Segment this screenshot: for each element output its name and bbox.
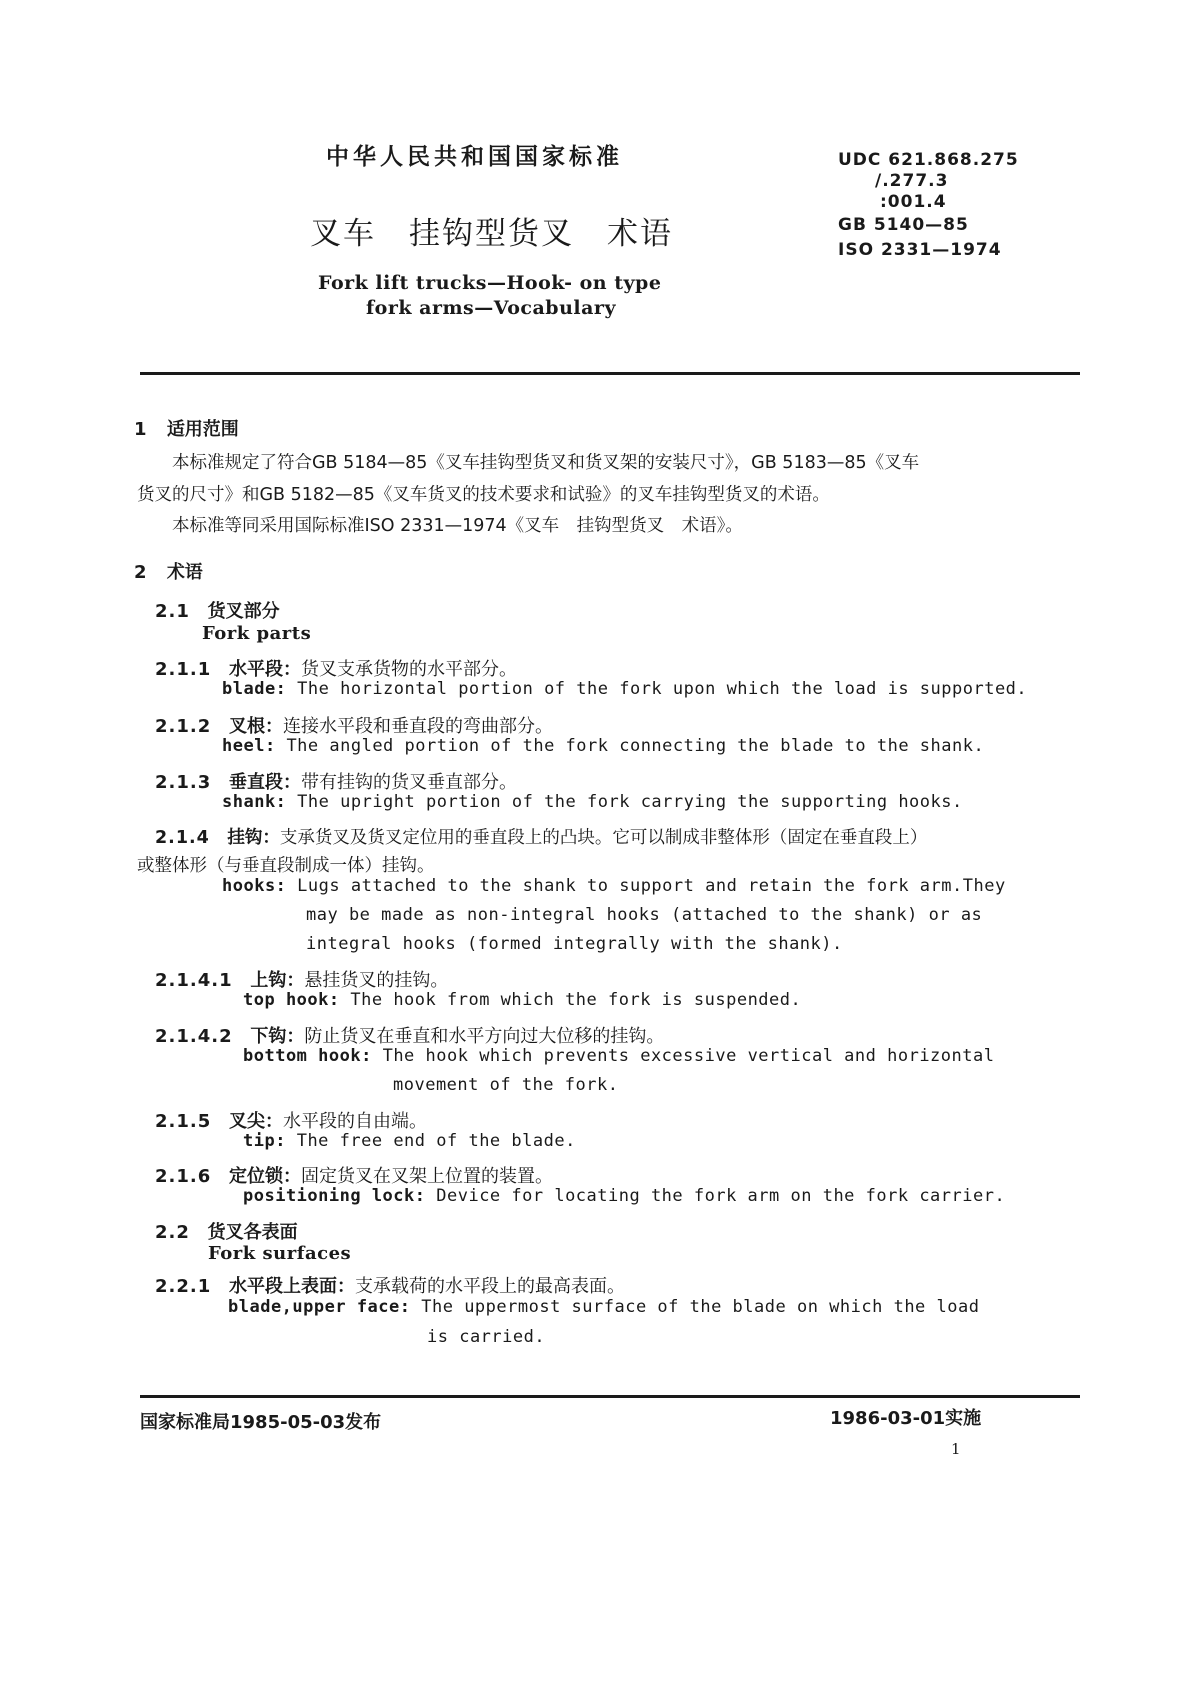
title-chinese: 叉车 挂钩型货叉 术语	[310, 216, 673, 252]
effective-date: 1986-03-01实施	[830, 1408, 982, 1429]
header-divider	[140, 372, 1080, 375]
term-number: 2.2.1	[155, 1276, 212, 1297]
term-2-1-3-cn	[155, 768, 517, 794]
term-2-1-4-1-cn	[155, 966, 448, 992]
term-2-1-4-2-en-cont: movement of the fork.	[393, 1075, 619, 1095]
title-english-line2: fork arms—Vocabulary	[366, 297, 616, 319]
term-number: 2.1.5	[155, 1111, 212, 1132]
term-en-definition: The hook from which the fork is suspended.	[350, 990, 802, 1010]
term-number: 2.1.4.1	[155, 970, 233, 991]
term-en-definition: The horizontal portion of the fork upon which the load is supported.	[297, 679, 1028, 699]
term-cn-definition: 防止货叉在垂直和水平方向过大位移的挂钩。	[304, 1026, 665, 1047]
term-2-1-4-2-cn	[155, 1022, 664, 1048]
term-cn: 垂直段：	[228, 772, 301, 793]
term-number: 2.2	[155, 1222, 190, 1243]
subsection-2-1-title-en: Fork parts	[202, 623, 312, 644]
footer-divider	[140, 1395, 1080, 1398]
subsection-2-1-heading	[155, 597, 280, 623]
scope-paragraph-line1: 本标准规定了符合GB 5184—85《叉车挂钩型货叉和货叉架的安装尺寸》，GB 5183—85《叉车	[172, 453, 920, 473]
term-2-1-4-1-en	[243, 990, 801, 1010]
subsection-2-2-title-en: Fork surfaces	[208, 1243, 352, 1264]
term-en: hooks:	[222, 876, 287, 896]
udc-code-cont2: :001.4	[880, 192, 947, 212]
page-number: 1	[951, 1440, 961, 1458]
term-2-1-6-cn	[155, 1162, 553, 1188]
term-cn-definition: 货叉支承货物的水平部分。	[300, 659, 517, 680]
term-number: 2.1.1	[155, 659, 212, 680]
issue-date: 国家标准局1985-05-03发布	[140, 1412, 382, 1433]
section-number: 1	[134, 419, 147, 440]
term-en-definition: The upright portion of the fork carrying the supporting hooks.	[297, 792, 963, 812]
term-cn: 上钩：	[250, 970, 305, 991]
term-cn: 定位锁：	[228, 1166, 301, 1187]
term-2-2-1-en	[228, 1297, 979, 1317]
term-cn-definition: 悬挂货叉的挂钩。	[304, 970, 449, 991]
term-en: bottom hook:	[243, 1046, 372, 1066]
term-number: 2.1.3	[155, 772, 212, 793]
term-en-definition: The uppermost surface of the blade on which the load	[421, 1297, 980, 1317]
term-cn: 下钩：	[250, 1026, 305, 1047]
term-cn: 叉根：	[228, 716, 283, 737]
term-en-definition: The free end of the blade.	[296, 1131, 576, 1151]
term-en: positioning lock:	[243, 1186, 426, 1206]
term-2-1-4-en-cont2: integral hooks (formed integrally with the shank).	[306, 934, 843, 954]
term-en-definition: Device for locating the fork arm on the fork carrier.	[436, 1186, 1006, 1206]
iso-standard-code: ISO 2331—1974	[838, 240, 1002, 260]
term-en-definition: Lugs attached to the shank to support and retain the fork arm.They	[297, 876, 1006, 896]
term-cn: 挂钩：	[227, 828, 280, 848]
term-cn-definition: 连接水平段和垂直段的弯曲部分。	[282, 716, 553, 737]
section-2-heading	[134, 558, 203, 584]
term-number: 2.1	[155, 601, 190, 622]
term-cn: 水平段：	[228, 659, 301, 680]
term-cn-definition: 支承货叉及货叉定位用的垂直段上的凸块。它可以制成非整体形（固定在垂直段上）	[279, 828, 928, 848]
udc-code: UDC 621.868.275	[838, 150, 1019, 170]
term-2-1-5-en	[243, 1131, 576, 1151]
term-en: tip:	[243, 1131, 286, 1151]
term-2-1-3-en	[222, 792, 963, 812]
term-2-1-2-en	[222, 736, 984, 756]
term-number: 2.1.2	[155, 716, 212, 737]
term-2-1-5-cn	[155, 1107, 427, 1133]
section-1-heading	[134, 415, 239, 441]
term-cn-definition: 支承载荷的水平段上的最高表面。	[354, 1276, 625, 1297]
term-en: top hook:	[243, 990, 340, 1010]
subsection-title-cn: 货叉部分	[207, 601, 280, 622]
subsection-2-2-heading	[155, 1218, 298, 1244]
term-en: blade,upper face:	[228, 1297, 411, 1317]
term-en: blade:	[222, 679, 287, 699]
term-2-2-1-cn	[155, 1272, 625, 1298]
term-en-definition: The hook which prevents excessive vertical and horizontal	[382, 1046, 995, 1066]
term-2-1-6-en	[243, 1186, 1005, 1206]
scope-paragraph-line2: 货叉的尺寸》和GB 5182—85《叉车货叉的技术要求和试验》的叉车挂钩型货叉的术语。	[137, 485, 830, 505]
section-number: 2	[134, 562, 147, 583]
term-2-1-4-en-cont1: may be made as non-integral hooks (attached to the shank) or as	[306, 905, 983, 925]
term-cn-definition: 水平段的自由端。	[282, 1111, 427, 1132]
term-en-definition: The angled portion of the fork connecting the blade to the shank.	[286, 736, 985, 756]
issuing-agency: 中华人民共和国国家标准	[326, 144, 623, 170]
subsection-title-cn: 货叉各表面	[207, 1222, 298, 1243]
term-2-1-4-en	[222, 876, 1006, 896]
term-en: shank:	[222, 792, 287, 812]
term-number: 2.1.4	[155, 828, 210, 848]
term-2-1-1-cn	[155, 655, 517, 681]
term-cn: 水平段上表面：	[228, 1276, 355, 1297]
term-2-1-4-2-en	[243, 1046, 994, 1066]
title-english-line1: Fork lift trucks—Hook- on type	[318, 272, 662, 294]
term-number: 2.1.4.2	[155, 1026, 233, 1047]
term-en: heel:	[222, 736, 276, 756]
term-2-1-1-en	[222, 679, 1027, 699]
scope-paragraph-2: 本标准等同采用国际标准ISO 2331—1974《叉车 挂钩型货叉 术语》。	[172, 516, 743, 536]
term-cn-definition: 固定货叉在叉架上位置的装置。	[300, 1166, 553, 1187]
section-title: 术语	[166, 562, 203, 583]
term-2-2-1-en-cont: is carried.	[427, 1327, 546, 1347]
term-number: 2.1.6	[155, 1166, 212, 1187]
udc-code-cont1: /.277.3	[875, 171, 949, 191]
term-cn-definition: 带有挂钩的货叉垂直部分。	[300, 772, 517, 793]
term-2-1-2-cn	[155, 712, 553, 738]
section-title: 适用范围	[166, 419, 239, 440]
gb-standard-code: GB 5140—85	[838, 215, 969, 235]
term-cn: 叉尖：	[228, 1111, 283, 1132]
term-2-1-4-cn-cont: 或整体形（与垂直段制成一体）挂钩。	[137, 856, 435, 876]
term-2-1-4-cn	[155, 824, 927, 849]
